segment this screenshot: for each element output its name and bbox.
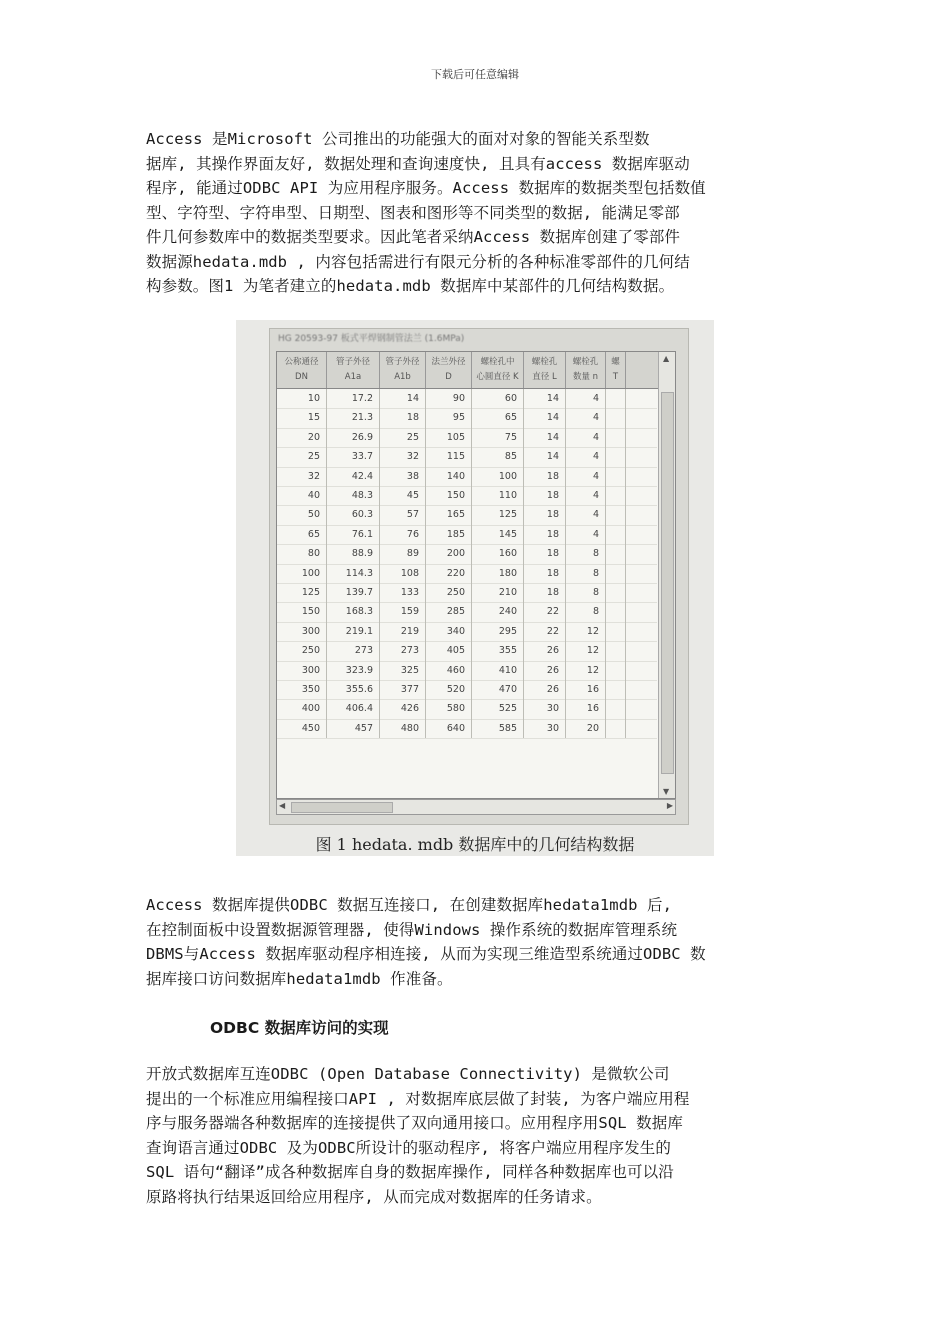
scroll-right-icon[interactable]: ▶ [666, 801, 673, 810]
table-cell[interactable]: 26 [524, 661, 566, 680]
table-cell[interactable]: 57 [380, 505, 426, 524]
table-cell[interactable]: 168.3 [327, 602, 380, 621]
table-cell[interactable]: 14 [380, 389, 426, 408]
table-cell[interactable]: 139.7 [327, 583, 380, 602]
table-cell[interactable]: 295 [472, 622, 524, 641]
table-cell[interactable]: 18 [524, 505, 566, 524]
table-cell[interactable]: 8 [566, 583, 606, 602]
table-cell[interactable]: 640 [426, 719, 472, 738]
column-header-symbol: 数量 n [572, 372, 599, 382]
table-cell[interactable]: 340 [426, 622, 472, 641]
column-header-symbol: 心圆直径 K [476, 372, 519, 382]
table-cell[interactable]: 110 [472, 486, 524, 505]
table-row[interactable] [277, 641, 657, 661]
table-cell[interactable]: 18 [524, 467, 566, 486]
table-cell[interactable]: 65 [472, 408, 524, 427]
table-row[interactable] [277, 447, 657, 467]
table-cell[interactable]: 580 [426, 699, 472, 718]
table-cell[interactable]: 457 [327, 719, 380, 738]
table-cell[interactable]: 25 [380, 428, 426, 447]
scroll-up-icon[interactable]: ▲ [663, 354, 670, 363]
table-cell[interactable]: 18 [524, 564, 566, 583]
text-line: 件几何参数库中的数据类型要求。因此笔者采纳Access 数据库创建了零部件 [146, 228, 681, 246]
table-row[interactable] [277, 467, 657, 487]
table-cell[interactable]: 115 [426, 447, 472, 466]
table-row[interactable] [277, 428, 657, 448]
table-cell[interactable] [606, 699, 626, 718]
table-cell[interactable]: 76 [380, 525, 426, 544]
table-cell[interactable]: 108 [380, 564, 426, 583]
column-header-label: 螺 [611, 357, 620, 367]
page-header-note: 下载后可任意编辑 [431, 68, 519, 81]
table-cell[interactable]: 18 [524, 583, 566, 602]
table-cell[interactable]: 185 [426, 525, 472, 544]
table-row[interactable] [277, 583, 657, 603]
table-cell[interactable]: 26 [524, 680, 566, 699]
table-cell[interactable]: 273 [327, 641, 380, 660]
column-header[interactable] [606, 352, 626, 388]
table-cell[interactable]: 33.7 [327, 447, 380, 466]
table-cell[interactable]: 4 [566, 525, 606, 544]
table-row[interactable] [277, 525, 657, 545]
table-cell[interactable]: 426 [380, 699, 426, 718]
table-cell[interactable]: 125 [472, 505, 524, 524]
column-header-symbol: A1b [394, 372, 411, 382]
text-line: 原路将执行结果返回给应用程序, 从而完成对数据库的任务请求。 [146, 1187, 602, 1206]
paragraph-odbc-interface [146, 893, 811, 991]
table-cell[interactable]: 273 [380, 641, 426, 660]
table-cell[interactable]: 520 [426, 680, 472, 699]
table-cell[interactable]: 4 [566, 408, 606, 427]
column-header-label: 管子外径 [335, 357, 370, 367]
table-cell[interactable]: 48.3 [327, 486, 380, 505]
text-line: 构参数。图1 为笔者建立的hedata.mdb 数据库中某部件的几何结构数据。 [146, 277, 675, 295]
table-row[interactable] [277, 408, 657, 428]
column-header-label: 螺栓孔中 [480, 357, 515, 367]
table-cell[interactable]: 18 [524, 525, 566, 544]
text-line: 据库, 其操作界面友好, 数据处理和查询速度快, 且具有access 数据库驱动 [146, 154, 690, 173]
column-header[interactable] [277, 352, 327, 388]
table-cell[interactable]: 250 [426, 583, 472, 602]
table-cell[interactable]: 88.9 [327, 544, 380, 563]
table-cell[interactable]: 406.4 [327, 699, 380, 718]
table-cell[interactable]: 150 [426, 486, 472, 505]
table-cell[interactable]: 460 [426, 661, 472, 680]
table-cell[interactable]: 17.2 [327, 389, 380, 408]
table-cell[interactable]: 240 [472, 602, 524, 621]
table-cell[interactable]: 76.1 [327, 525, 380, 544]
table-row[interactable] [277, 544, 657, 564]
table-cell[interactable]: 85 [472, 447, 524, 466]
text-line: 序与服务器端各种数据库的连接提供了双向通用接口。应用程序用SQL 数据库 [146, 1114, 683, 1132]
table-cell[interactable] [606, 564, 626, 583]
table-cell[interactable]: 4 [566, 428, 606, 447]
grid-header [277, 352, 675, 389]
column-header[interactable] [327, 352, 380, 388]
table-cell[interactable] [606, 544, 626, 563]
column-header-label: 法兰外径 [431, 357, 466, 367]
column-header-label: 螺栓孔 [531, 357, 558, 367]
table-cell[interactable] [606, 680, 626, 699]
table-cell[interactable]: 470 [472, 680, 524, 699]
column-header[interactable] [380, 352, 426, 388]
table-row[interactable] [277, 505, 657, 525]
table-cell[interactable] [606, 486, 626, 505]
column-header[interactable] [472, 352, 524, 388]
column-header-label: 管子外径 [385, 357, 420, 367]
table-cell[interactable]: 12 [566, 661, 606, 680]
table-cell[interactable]: 12 [566, 622, 606, 641]
table-cell[interactable]: 89 [380, 544, 426, 563]
table-cell[interactable]: 26.9 [327, 428, 380, 447]
horizontal-scrollbar[interactable] [276, 799, 676, 815]
scroll-left-icon[interactable]: ◀ [279, 801, 286, 810]
column-header[interactable] [566, 352, 606, 388]
table-cell[interactable]: 8 [566, 544, 606, 563]
table-cell[interactable]: 4 [566, 447, 606, 466]
table-cell[interactable]: 133 [380, 583, 426, 602]
figure-caption: 图 1 hedata. mdb 数据库中的几何结构数据 [315, 835, 635, 854]
text-line: 程序, 能通过ODBC API 为应用程序服务。Access 数据库的数据类型包括数值 [146, 179, 706, 197]
table-cell[interactable]: 12 [566, 641, 606, 660]
table-cell[interactable]: 14 [524, 408, 566, 427]
window-title: HG 20593-97 板式平焊钢制管法兰 (1.6MPa) [278, 334, 465, 344]
table-cell[interactable] [606, 525, 626, 544]
text-line: 型、字符型、字符串型、日期型、图表和图形等不同类型的数据, 能满足零部 [146, 203, 680, 222]
database-table-window [269, 328, 689, 825]
table-cell[interactable]: 450 [277, 719, 327, 738]
table-cell[interactable]: 10 [277, 389, 327, 408]
table-cell[interactable]: 219.1 [327, 622, 380, 641]
table-cell[interactable]: 114.3 [327, 564, 380, 583]
table-row[interactable] [277, 602, 657, 622]
table-cell[interactable]: 22 [524, 622, 566, 641]
table-cell[interactable]: 355 [472, 641, 524, 660]
table-cell[interactable]: 585 [472, 719, 524, 738]
table-cell[interactable] [606, 641, 626, 660]
table-cell[interactable]: 14 [524, 428, 566, 447]
table-cell[interactable]: 65 [277, 525, 327, 544]
table-cell[interactable]: 145 [472, 525, 524, 544]
table-cell[interactable]: 60 [472, 389, 524, 408]
table-cell[interactable] [606, 408, 626, 427]
table-cell[interactable]: 200 [426, 544, 472, 563]
table-row[interactable] [277, 661, 657, 681]
table-cell[interactable] [606, 602, 626, 621]
table-cell[interactable]: 160 [472, 544, 524, 563]
section-heading: ODBC 数据库访问的实现 [210, 1019, 389, 1037]
text-line: DBMS与Access 数据库驱动程序相连接, 从而为实现三维造型系统通过ODBC 数 [146, 945, 706, 963]
text-line: 提出的一个标准应用编程接口API , 对数据库底层做了封装, 为客户端应用程 [146, 1089, 690, 1108]
table-cell[interactable] [606, 661, 626, 680]
table-cell[interactable]: 15 [277, 408, 327, 427]
table-cell[interactable]: 26 [524, 641, 566, 660]
table-cell[interactable]: 410 [472, 661, 524, 680]
column-header-label: 螺栓孔 [572, 357, 599, 367]
table-cell[interactable] [606, 467, 626, 486]
text-line: 开放式数据库互连ODBC (Open Database Connectivity) 是微软公司 [146, 1065, 670, 1083]
text-line: 在控制面板中设置数据源管理器, 使得Windows 操作系统的数据库管理系统 [146, 920, 678, 939]
table-cell[interactable]: 159 [380, 602, 426, 621]
table-cell[interactable]: 100 [472, 467, 524, 486]
column-header[interactable] [426, 352, 472, 388]
table-cell[interactable]: 300 [277, 622, 327, 641]
table-cell[interactable]: 50 [277, 505, 327, 524]
table-cell[interactable]: 140 [426, 467, 472, 486]
table-cell[interactable]: 18 [380, 408, 426, 427]
table-cell[interactable]: 405 [426, 641, 472, 660]
table-cell[interactable] [606, 505, 626, 524]
text-line: 数据源hedata.mdb , 内容包括需进行有限元分析的各种标准零部件的几何结 [146, 252, 690, 271]
table-row[interactable] [277, 699, 657, 719]
table-cell[interactable]: 95 [426, 408, 472, 427]
table-cell[interactable]: 16 [566, 699, 606, 718]
figure-1 [236, 320, 714, 856]
table-cell[interactable]: 4 [566, 486, 606, 505]
table-cell[interactable]: 300 [277, 661, 327, 680]
table-cell[interactable]: 285 [426, 602, 472, 621]
column-header-symbol: A1a [344, 372, 362, 382]
table-cell[interactable]: 400 [277, 699, 327, 718]
table-row[interactable] [277, 680, 657, 700]
table-cell[interactable]: 8 [566, 602, 606, 621]
table-cell[interactable]: 18 [524, 544, 566, 563]
table-cell[interactable]: 20 [566, 719, 606, 738]
table-cell[interactable] [606, 428, 626, 447]
table-cell[interactable]: 32 [277, 467, 327, 486]
table-cell[interactable]: 355.6 [327, 680, 380, 699]
table-cell[interactable]: 4 [566, 505, 606, 524]
table-cell[interactable]: 60.3 [327, 505, 380, 524]
table-cell[interactable]: 14 [524, 389, 566, 408]
data-grid [276, 351, 676, 799]
table-cell[interactable]: 219 [380, 622, 426, 641]
paragraph-odbc-definition [146, 1062, 811, 1209]
table-row[interactable] [277, 486, 657, 506]
table-cell[interactable] [606, 389, 626, 408]
table-cell[interactable]: 16 [566, 680, 606, 699]
table-cell[interactable]: 480 [380, 719, 426, 738]
table-cell[interactable]: 105 [426, 428, 472, 447]
vertical-scroll-thumb[interactable] [661, 392, 674, 774]
table-cell[interactable]: 4 [566, 389, 606, 408]
table-cell[interactable]: 32 [380, 447, 426, 466]
table-cell[interactable]: 80 [277, 544, 327, 563]
table-cell[interactable]: 75 [472, 428, 524, 447]
table-cell[interactable]: 210 [472, 583, 524, 602]
vertical-scrollbar[interactable] [658, 352, 675, 798]
scroll-down-icon[interactable]: ▼ [663, 787, 670, 796]
column-header-symbol: D [445, 372, 452, 382]
table-cell[interactable]: 323.9 [327, 661, 380, 680]
table-cell[interactable]: 38 [380, 467, 426, 486]
table-cell[interactable]: 377 [380, 680, 426, 699]
table-cell[interactable]: 525 [472, 699, 524, 718]
table-cell[interactable]: 22 [524, 602, 566, 621]
table-cell[interactable]: 40 [277, 486, 327, 505]
table-cell[interactable]: 325 [380, 661, 426, 680]
table-cell[interactable] [606, 719, 626, 738]
table-cell[interactable]: 125 [277, 583, 327, 602]
table-row[interactable] [277, 389, 657, 409]
table-cell[interactable]: 250 [277, 641, 327, 660]
table-cell[interactable]: 150 [277, 602, 327, 621]
table-cell[interactable]: 100 [277, 564, 327, 583]
table-cell[interactable]: 30 [524, 699, 566, 718]
horizontal-scroll-thumb[interactable] [291, 802, 393, 813]
text-line: SQL 语句“翻译”成各种数据库自身的数据库操作, 同样各种数据库也可以沿 [146, 1163, 674, 1181]
table-row[interactable] [277, 719, 657, 739]
column-header[interactable] [524, 352, 566, 388]
column-header-symbol: DN [295, 372, 308, 382]
text-line: Access 数据库提供ODBC 数据互连接口, 在创建数据库hedata1mdb 后, [146, 896, 673, 914]
table-cell[interactable]: 21.3 [327, 408, 380, 427]
table-cell[interactable] [606, 583, 626, 602]
column-header-label: 公称通径 [284, 357, 319, 367]
table-cell[interactable]: 14 [524, 447, 566, 466]
paragraph-access-intro [146, 127, 811, 299]
text-line: 查询语言通过ODBC 及为ODBC所设计的驱动程序, 将客户端应用程序发生的 [146, 1138, 671, 1157]
table-cell[interactable]: 220 [426, 564, 472, 583]
table-cell[interactable]: 90 [426, 389, 472, 408]
table-cell[interactable]: 8 [566, 564, 606, 583]
table-cell[interactable]: 20 [277, 428, 327, 447]
table-cell[interactable]: 4 [566, 467, 606, 486]
table-cell[interactable] [606, 622, 626, 641]
column-header-symbol: T [612, 372, 619, 382]
table-cell[interactable]: 180 [472, 564, 524, 583]
table-row[interactable] [277, 564, 657, 584]
column-header-symbol: 直径 L [532, 372, 557, 382]
table-cell[interactable]: 350 [277, 680, 327, 699]
table-cell[interactable]: 18 [524, 486, 566, 505]
table-cell[interactable]: 45 [380, 486, 426, 505]
table-cell[interactable] [606, 447, 626, 466]
table-cell[interactable]: 165 [426, 505, 472, 524]
table-row[interactable] [277, 622, 657, 642]
table-cell[interactable]: 30 [524, 719, 566, 738]
table-cell[interactable]: 42.4 [327, 467, 380, 486]
text-line: 据库接口访问数据库hedata1mdb 作准备。 [146, 969, 453, 988]
text-line: Access 是Microsoft 公司推出的功能强大的面对对象的智能关系型数 [146, 130, 650, 148]
table-cell[interactable]: 25 [277, 447, 327, 466]
